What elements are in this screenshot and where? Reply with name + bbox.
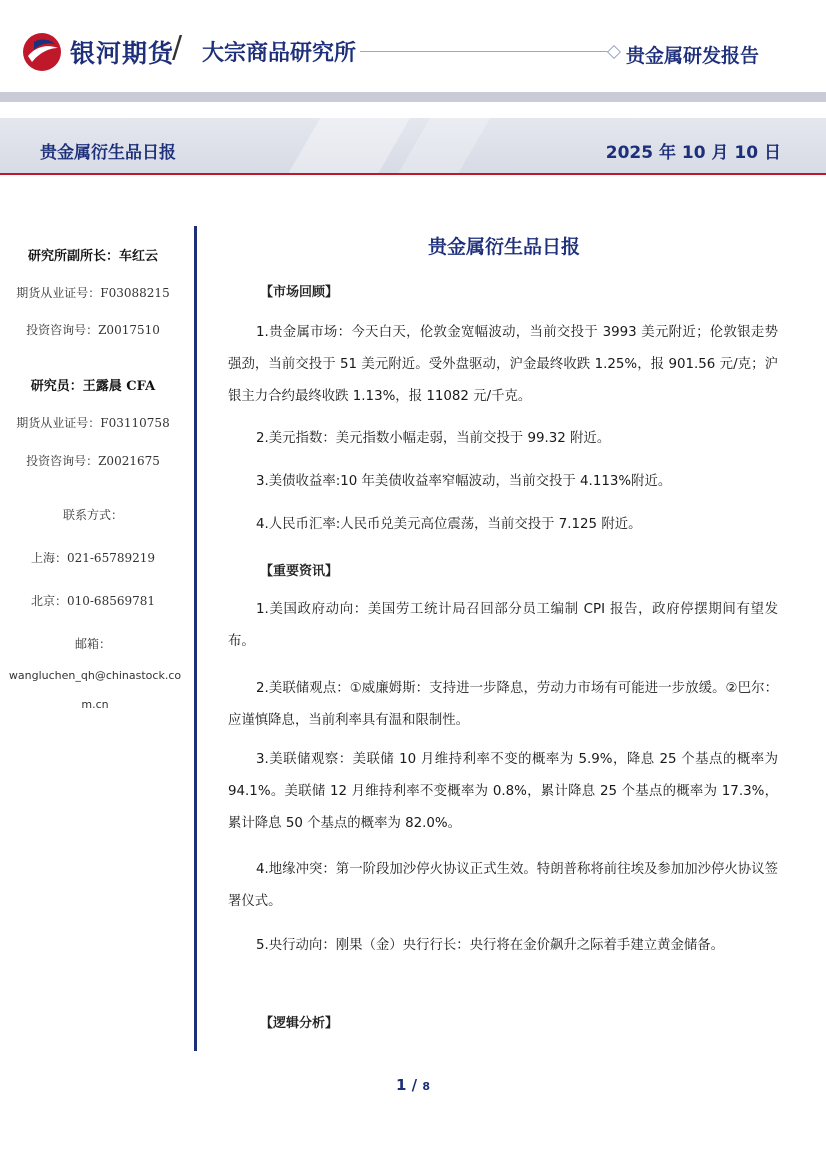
- paragraph: 1.美国政府动向：美国劳工统计局召回部分员工编制 CPI 报告，政府停摆期间有望发布。: [228, 602, 778, 649]
- section-market-review: 【市场回顾】: [260, 285, 339, 300]
- title-bar: [0, 118, 826, 175]
- section-logic-analysis: 【逻辑分析】: [260, 1016, 339, 1031]
- body-title: 贵金属衍生品日报: [427, 236, 580, 258]
- brand-name: 银河期货: [70, 39, 175, 68]
- director-name: 研究所副所长：车红云: [27, 249, 158, 264]
- paragraph: 3.美债收益率:10 年美债收益率窄幅波动，当前交投于 4.113%附近。: [256, 474, 672, 489]
- contact-label: 联系方式：: [62, 508, 123, 522]
- paragraph: 2.美元指数：美元指数小幅走弱，当前交投于 99.32 附近。: [256, 431, 611, 446]
- researcher-license: 期货从业证号：F03110758: [16, 416, 170, 430]
- director-consult-number: 投资咨询号：Z0017510: [26, 323, 160, 337]
- diamond-icon: [607, 45, 621, 59]
- report-type: 贵金属研发报告: [626, 45, 760, 67]
- report-title: 贵金属衍生品日报: [40, 143, 176, 163]
- brand-divider: /: [172, 30, 183, 65]
- header-rule: [360, 51, 612, 52]
- report-date: 2025 年 10 月 10 日: [605, 143, 781, 163]
- vertical-divider: [194, 226, 197, 1051]
- page-number: 1 / 8: [395, 1076, 431, 1094]
- paragraph: 1.贵金属市场：今天白天，伦敦金宽幅波动，当前交投于 3993 美元附近；伦敦银走势强劲，当前交投于 51 美元附近。受外盘驱动，沪金最终收跌 1.25%，报 901.56 元/克；沪银主力合约最终收跌 1.13%，报 11082 元/千克。: [228, 325, 778, 404]
- email-label: 邮箱：: [74, 637, 111, 651]
- paragraph: 4.人民币汇率:人民币兑美元高位震荡，当前交投于 7.125 附近。: [256, 517, 642, 532]
- paragraph: 2.美联储观点：①威廉姆斯：支持进一步降息，劳动力市场有可能进一步放缓。②巴尔：应谨慎降息，当前利率具有温和限制性。: [228, 681, 778, 728]
- paragraph: 3.美联储观察：美联储 10 月维持利率不变的概率为 5.9%，降息 25 个基点的概率为 94.1%。美联储 12 月维持利率不变概率为 0.8%，累计降息 25 个基点的概率为 17.3%，累计降息 50 个基点的概率为 82.0%。: [228, 752, 778, 831]
- researcher-name: 研究员：王露晨 CFA: [30, 379, 156, 394]
- galaxy-logo-icon: [22, 32, 62, 72]
- section-important-news: 【重要资讯】: [260, 564, 339, 579]
- institute-name: 大宗商品研究所: [202, 41, 357, 66]
- shanghai-phone: 上海：021-65789219: [30, 551, 156, 565]
- researcher-consult-number: 投资咨询号：Z0021675: [26, 454, 160, 468]
- director-license: 期货从业证号：F03088215: [16, 286, 170, 300]
- email-address[interactable]: wangluchen_qh@chinastock.com.cn: [8, 669, 182, 711]
- beijing-phone: 北京：010-68569781: [30, 594, 156, 608]
- header-band: [0, 92, 826, 102]
- paragraph: 4.地缘冲突：第一阶段加沙停火协议正式生效。特朗普称将前往埃及参加加沙停火协议签署仪式。: [228, 862, 778, 909]
- paragraph: 5.央行动向：刚果（金）央行行长：央行将在金价飙升之际着手建立黄金储备。: [256, 938, 725, 953]
